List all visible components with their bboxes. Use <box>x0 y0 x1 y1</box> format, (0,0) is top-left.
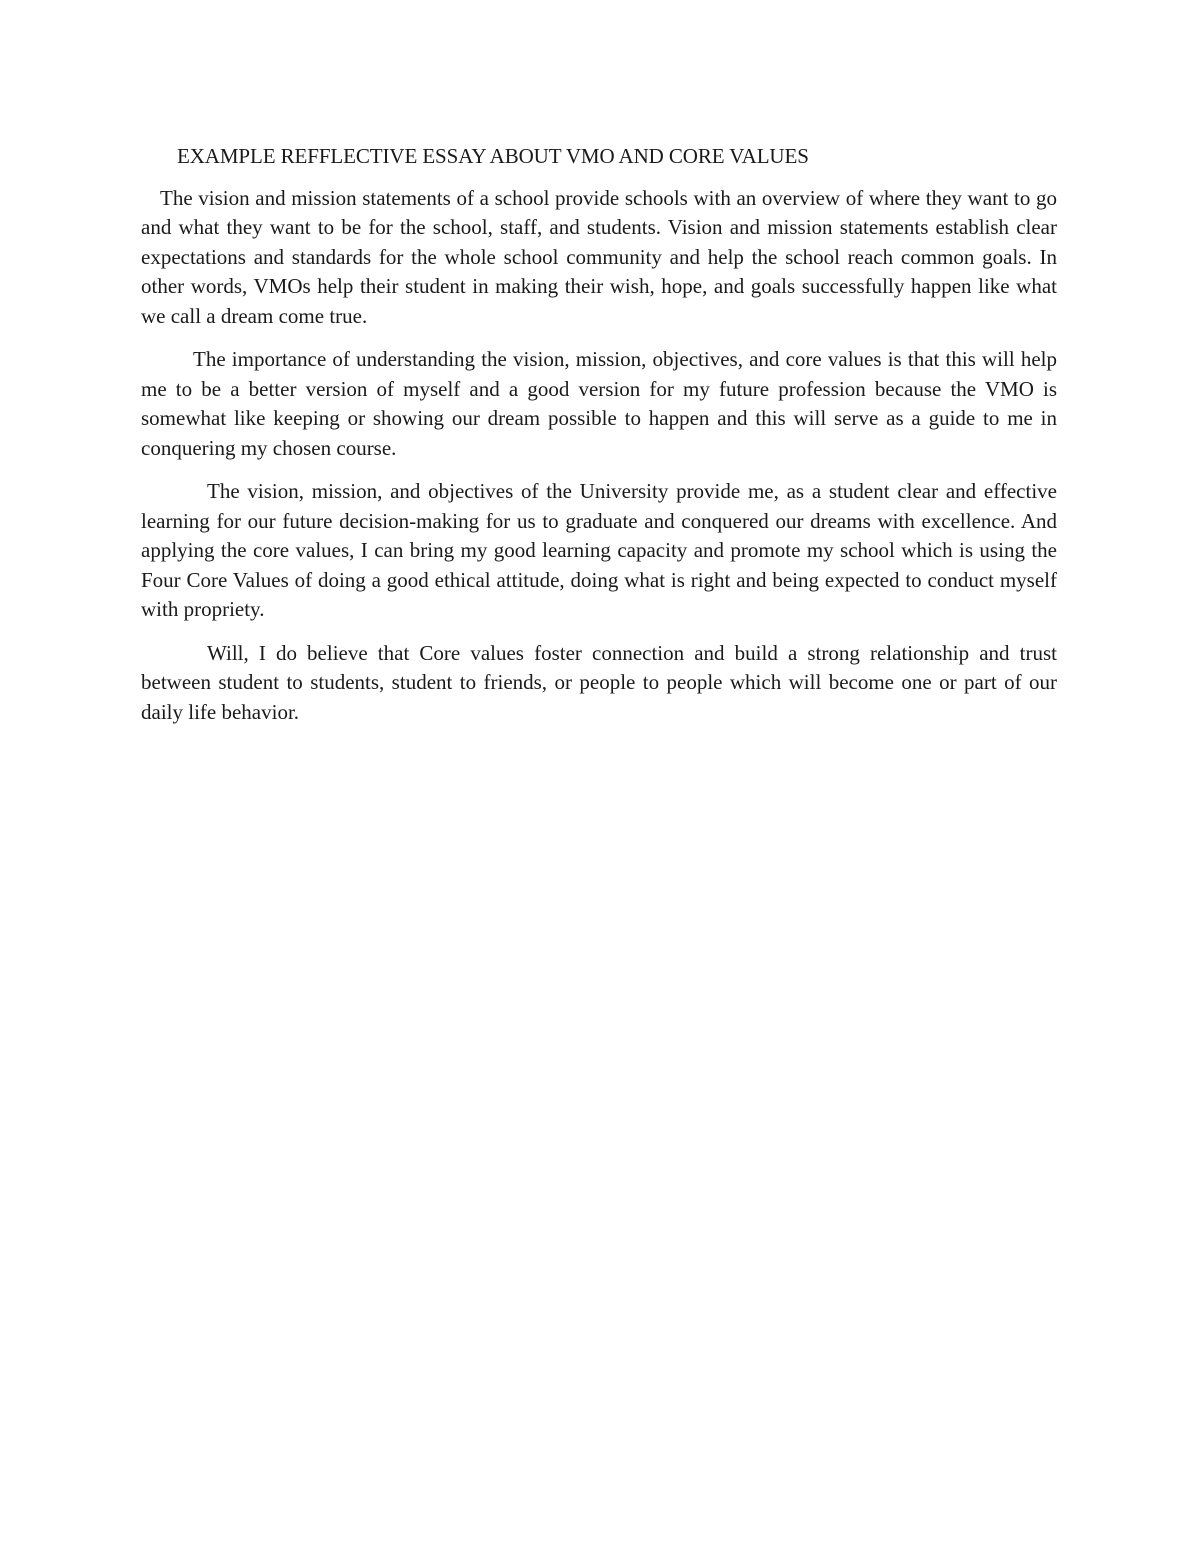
paragraph-2: The importance of understanding the vision, mission, objectives, and core values is that this will help me to be a better version of myself and a good version for my future profession because the VMO is somewhat like keeping or showing our dream possible to happen and this will serve as a guide to me in conquering my chosen course. <box>141 347 1057 460</box>
paragraph-1: The vision and mission statements of a school provide schools with an overview of where they want to go and what they want to be for the school, staff, and students. Vision and mission statements establish clear expectations and standards for the whole school community and help the school reach common goals. In other words, VMOs help their student in making their wish, hope, and goals successfully happen like what we call a dream come true. <box>141 185 1057 328</box>
paragraph-4: Will, I do believe that Core values foster connection and build a strong relationship and trust between student to students, student to friends, or people to people which will become one or part of our daily life behavior. <box>141 640 1057 724</box>
document-title: EXAMPLE REFFLECTIVE ESSAY ABOUT VMO AND CORE VALUES <box>177 144 809 168</box>
document-body <box>141 142 1057 741</box>
paragraph-3: The vision, mission, and objectives of the University provide me, as a student clear and effective learning for our future decision-making for us to graduate and conquered our dreams with excellence. And applying the core values, I can bring my good learning capacity and promote my school which is using the Four Core Values of doing a good ethical attitude, doing what is right and being expected to conduct myself with propriety. <box>141 479 1057 621</box>
